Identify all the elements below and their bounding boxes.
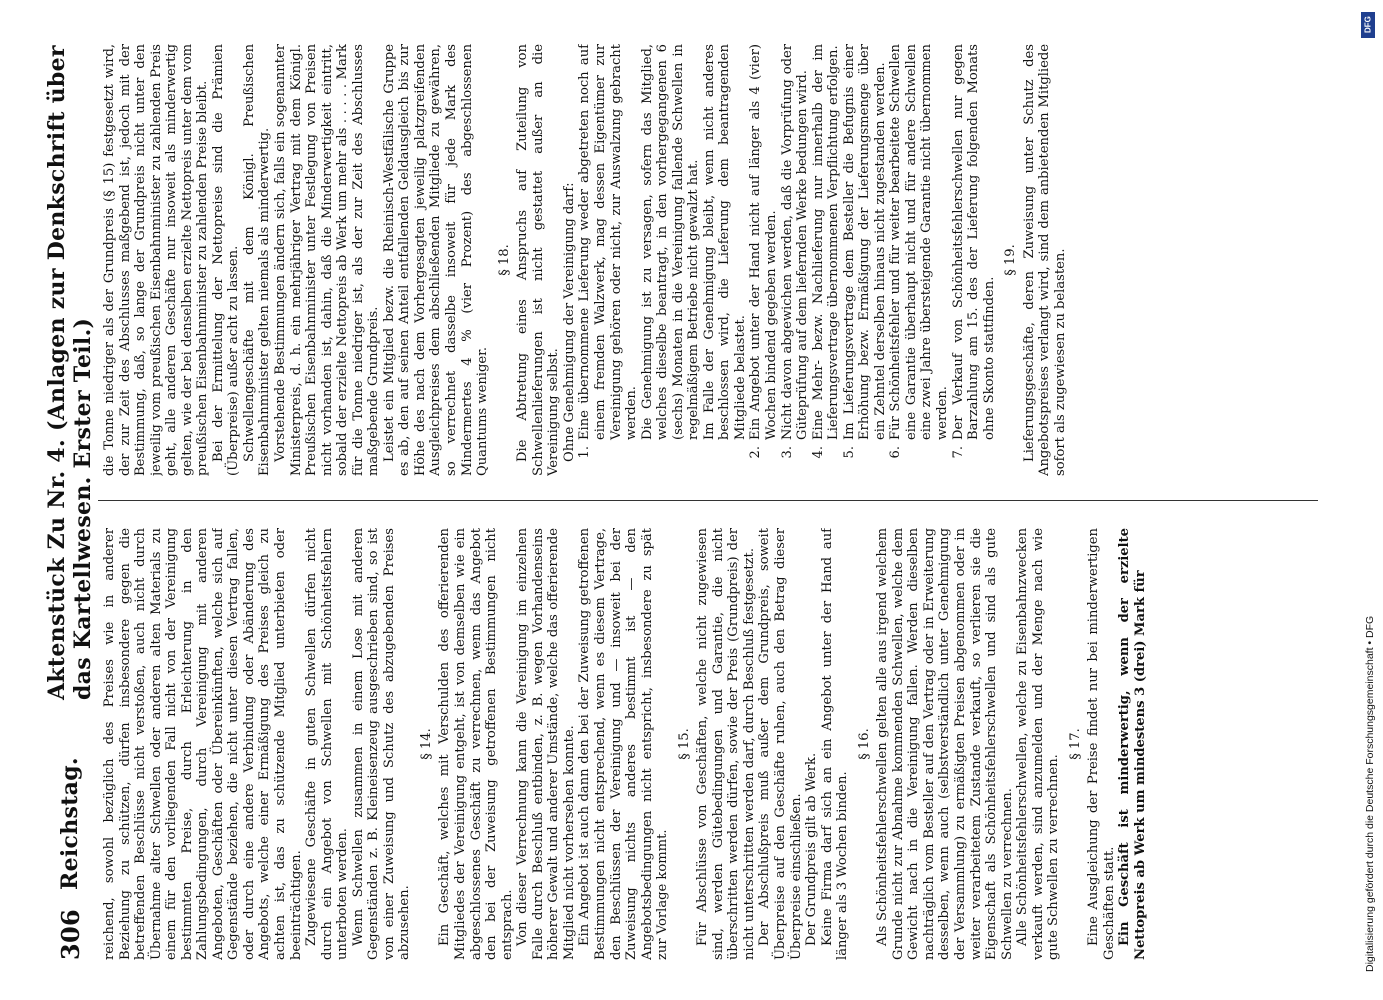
section-heading: § 16.	[856, 728, 872, 760]
list-item-text: Nicht davon abgewichen werden, daß die Vorprüfung oder Güteprüfung auf dem liefernden Werke bedungen wird.	[779, 44, 811, 440]
paragraph: Die Abtretung eines Anspruchs auf Zuteilung von Schwellenlieferungen ist nicht gestattet außer an die Vereinigung selbst.	[515, 44, 562, 476]
list-item	[640, 44, 702, 476]
list-item-number	[640, 440, 702, 476]
list-item-text: Eine Mehr- bezw. Nachlieferung nur innerhalb der im Lieferungsvertrage übernommenen Verpflichtung erfolgen.	[810, 44, 842, 440]
numbered-list	[577, 44, 997, 476]
list-item-number	[702, 440, 749, 476]
list-item-text: Der Verkauf von Schönheitsfehlerschwellen nur gegen Barzahlung am 15. des der Lieferung folgenden Monats ohne Skonto stattfinden.	[950, 44, 997, 440]
list-item-number: 4.	[810, 446, 826, 459]
list-item-number: 2.	[748, 446, 764, 459]
dfg-logo: DFG	[1361, 12, 1375, 38]
list-item	[702, 44, 749, 476]
paragraph: reichend, sowohl bezüglich des Preises wie in anderer Beziehung zu schützen, dürfen insbesondere gegen die betreffenden Beschlüsse nicht verstoßen, auch nicht durch Übernahme alter Schwellen oder anderen alten Materials zu einem für den vorliegenden Fall nicht von der Vereinigung bestimmten Preise, durch Erleichterung in den Zahlungsbedingungen, durch Vereinigung mit anderen Angeboten, Geschäften oder Übereinkünften, welche sich auf Gegenstände beziehen, die nicht unter diesen Vertrag fallen, oder durch eine andere Verbindung oder Abänderung des Angebots, welche einer Ermäßigung des Preises gleich zu achten ist, das zu schützende Mitglied unterbieten oder beeinträchtigen.	[102, 528, 304, 960]
paragraph: Ein Geschäft ist minderwertig, wenn der erzielte Nettopreis ab Werk um mindestens 3 (drei) Mark für	[1117, 528, 1148, 960]
paragraph: Wenn Schwellen zusammen in einem Lose mit anderen Gegenständen z. B. Kleineisenzeug ausgeschrieben sind, so ist von einer Zuweisung und Schutz des abzugebenden Preises abzusehen.	[350, 528, 413, 960]
paragraph: Vorstehende Bestimmungen ändern sich, falls ein sogenannter Ministerpreis, d. h. ein mehrjähriger Vertrag mit dem Königl. Preußischen Eisenbahnminister unter Festlegung von Preisen nicht vorhanden ist, dahin, daß die Minderwertigkeit eintritt, sobald der erzielte Nettopreis ab Werk um mehr als . . . . . Mark für die Tonne niedriger ist, als der zur Zeit des Abschlusses maßgebende Grundpreis.	[273, 44, 382, 476]
list-item-text: Im Falle der Genehmigung bleibt, wenn nicht anderes beschlossen wird, die Lieferung dem beantragenden Mitgliede belastet.	[701, 44, 748, 440]
paragraph: Ein Geschäft, welches mit Verschulden des offerierenden Mitgliedes der Vereinigung entgeht, ist von demselben wie ein abgeschlossenes Geschäft zu verrechnen, wenn das Angebot den bei der Zuweisung getroffenen Bestimmungen nicht entsprach.	[437, 528, 515, 960]
section-heading: § 15.	[676, 728, 692, 760]
page-header	[44, 40, 96, 960]
document-page	[44, 40, 1338, 960]
paragraph: die Tonne niedriger als der Grundpreis (§ 15) festgesetzt wird, der zur Zeit des Abschlusses maßgebend ist, jedoch mit der Bestimmung, daß, so lange der Grundpreis nicht unter den jeweilig vom preußischen Eisenbahnminister zu zahlenden Preis geht, alle anderen Geschäfte nur insoweit als minderwertig gelten, wie der bei denselben erzielte Nettopreis unter dem vom preußischen Eisenbahnminister zu zahlenden Preise bleibt.	[102, 44, 211, 476]
paragraph: Alle Schönheitsfehlerschwellen, welche zu Eisenbahnzwecken verkauft werden, sind anzumelden und der Menge nach wie gute Schwellen zu verrechnen.	[1015, 528, 1062, 960]
paragraph: Ein Angebot ist auch dann den bei der Zuweisung getroffenen Bestimmungen nicht entsprechend, wenn es diesem Vertrage, den Beschlüssen der Vereinigung und — insoweit bei der Zuweisung nichts anderes bestimmt ist — den Angebotsbedingungen nicht entspricht, insbesondere zu spät zur Vorlage kommt.	[577, 528, 671, 960]
page-title: Aktenstück Zu Nr. 4. (Anlagen zur Denkschrift über das Kartellwesen. Erster Teil.)	[44, 45, 96, 700]
list-item-text: Die Genehmigung ist zu versagen, sofern das Mitglied, welches dieselbe beantragt, in den vorhergegangenen 6 (sechs) Monaten in die Vereinigung fallende Schwellen in regelmäßigem Betriebe nicht gewalzt hat.	[639, 44, 702, 440]
column-divider	[98, 500, 1318, 501]
list-item	[842, 44, 889, 476]
paragraph: Bei der Ermittelung der Nettopreise sind die Prämien (Überpreise) außer acht zu lassen.	[210, 44, 242, 476]
list-item	[811, 44, 842, 476]
paragraph: Lieferungsgeschäfte, deren Zuweisung unter Schutz des Angebotspreises verlangt wird, sind dem anbietenden Mitgliede sofort als zugewiesen zu belasten.	[1021, 44, 1068, 476]
right-column	[102, 44, 1322, 476]
paragraph: Schwellengeschäfte mit dem Königl. Preußischen Eisenbahnminister gelten niemals als minderwertig.	[241, 44, 273, 476]
list-item	[577, 44, 639, 476]
paragraph: Zugewiesene Geschäfte in guten Schwellen dürfen nicht durch ein Angebot von Schwellen mit Schönheitsfehlern unterboten werden.	[304, 528, 351, 960]
list-item-number: 6.	[888, 446, 904, 459]
list-item-text: Im Lieferungsvertrage dem Besteller die Befugnis einer Erhöhung bezw. Ermäßigung der Lieferungsmenge über ein Zehntel derselben hinaus nicht zugestanden werden.	[841, 44, 888, 440]
left-column	[102, 528, 1322, 960]
paragraph: Als Schönheitsfehlerschwellen gelten alle aus irgend welchem Grunde nicht zur Abnahme kommenden Schwellen, welche dem Gewicht nach in die Vereinigung fallen. Werden dieselben nachträglich vom Besteller auf den Vertrag oder in Erweiterung desselben, wenn auch (selbstverständlich unter Genehmigung der Versammlung) zu ermäßigten Preisen abgenommen oder in weiter verarbeitetem Zustande verkauft, so verlieren sie die Eigenschaft als Schönheitsfehlerschwellen und sind als gute Schwellen zu verrechnen.	[875, 528, 1015, 960]
list-item-number: 7.	[950, 446, 966, 459]
credit-text: Digitalisierung gefördert durch die Deutsche Forschungsgemeinschaft • DFG	[1364, 615, 1376, 972]
list-item-text: Für Schönheitsfehler und für weiter bearbeitete Schwellen eine Garantie überhaupt nicht und für andere Schwellen eine zwei Jahre übersteigende Garantie nicht übernommen werden.	[888, 44, 950, 440]
list-item	[888, 44, 950, 476]
list-item-number: 5.	[841, 446, 857, 459]
paragraph: Von dieser Verrechnung kann die Vereinigung im einzelnen Falle durch Beschluß entbinden, z. B. wegen Vorhandenseins höherer Gewalt und anderer Umstände, welche das offerierende Mitglied nicht vorhersehen konnte.	[515, 528, 577, 960]
list-item-text: Eine übernommene Lieferung weder abgetreten noch auf einem fremden Walzwerk, mag dessen Eigentümer zur Vereinigung gehören oder nicht, zur Auswalzung gebracht werden.	[577, 44, 640, 440]
paragraph: Keine Firma darf sich an ein Angebot unter der Hand auf länger als 3 Wochen binden.	[819, 528, 851, 960]
paragraph: Der Abschlußpreis muß außer dem Grundpreis, soweit Überpreise auf den Geschäfte ruhen, auch den Betrag dieser Überpreise einschließen.	[757, 528, 804, 960]
list-item	[951, 44, 998, 476]
paragraph: Eine Ausgleichung der Preise findet nur bei minderwertigen Geschäften statt.	[1086, 528, 1117, 960]
list-item-number: 1.	[577, 446, 593, 459]
section-heading: § 19.	[1003, 244, 1019, 276]
paragraph: Der Grundpreis gilt ab Werk.	[804, 752, 820, 946]
list-item-number: 3.	[779, 446, 795, 459]
list-item	[780, 44, 811, 476]
header-left-label: Reichstag.	[57, 757, 83, 890]
section-heading: § 14.	[418, 728, 434, 760]
list-item-text: Ein Angebot unter der Hand nicht auf länger als 4 (vier) Wochen bindend gegeben werden.	[748, 44, 779, 440]
paragraph: Leistet ein Mitglied bezw. die Rheinisch-Westfälische Gruppe es ab, den auf seinen Anteil entfallenden Geldausgleich bis zur Höhe des nach dem Vorhergesagten jeweilig platzgreifenden Ausgleichpreises dem abschließenden Mitgliede zu gewähren, so verrechnet dasselbe insoweit für jede Mark des Mindermertes 4 % (vier Prozent) des abgeschlossenen Quantums weniger.	[381, 44, 491, 476]
paragraph: Ohne Genehmigung der Vereinigung darf:	[561, 182, 577, 462]
list-item	[748, 44, 779, 476]
paragraph: Für Abschlüsse von Geschäften, welche nicht zugewiesen sind, werden Gütebedingungen und Garantie, die nicht überschritten werden dürfen, sowie der Preis (Grundpreis) der nicht unterschritten werden darf, durch Beschluß festgesetzt.	[695, 528, 757, 960]
section-heading: § 18.	[496, 244, 512, 276]
section-heading: § 17.	[1067, 728, 1083, 760]
page-number: 306	[55, 909, 85, 960]
digitization-credit	[1358, 12, 1382, 987]
